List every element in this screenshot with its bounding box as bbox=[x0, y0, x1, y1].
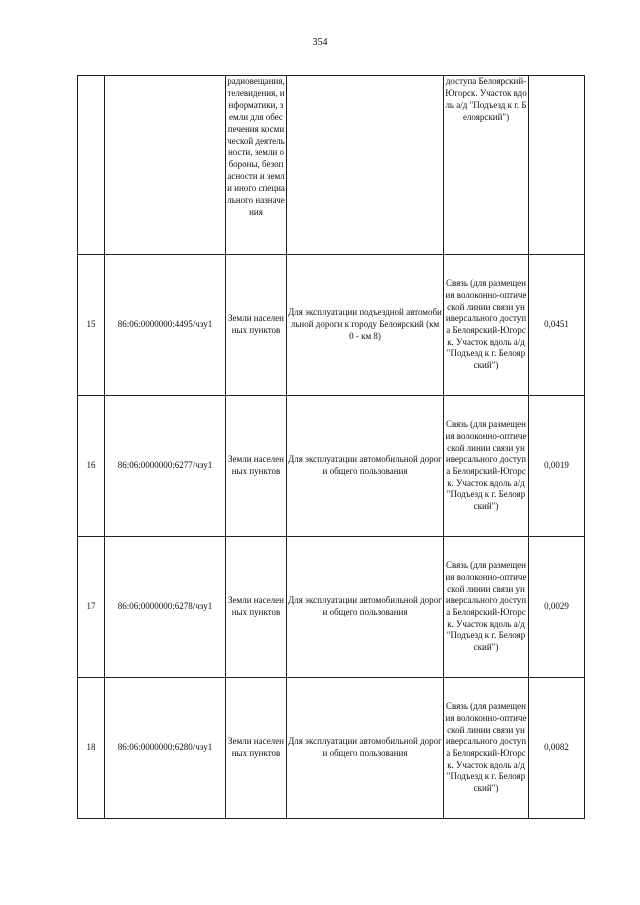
cell-cadastral-number: 86:06:0000000:4495/чзу1 bbox=[105, 255, 226, 396]
cell-area: 0,0029 bbox=[529, 537, 585, 678]
cell-area: 0,0451 bbox=[529, 255, 585, 396]
cell-row-number: 15 bbox=[78, 255, 105, 396]
table-row bbox=[78, 255, 585, 396]
cell-permitted-use: Для эксплуатации автомобильной дороги общего пользования bbox=[287, 396, 444, 537]
land-plots-table bbox=[77, 75, 585, 819]
cell-cont-area bbox=[529, 76, 585, 255]
cell-permitted-use: Для эксплуатации автомобильной дороги общего пользования bbox=[287, 678, 444, 819]
cell-cont-usage bbox=[287, 76, 444, 255]
cell-land-category: Земли населенных пунктов bbox=[226, 396, 287, 537]
cell-purpose: Связь (для размещения волоконно-оптической линии связи универсального доступа Белоярский-Югорск. Участок вдоль а/д "Подъезд к г. Белоярский") bbox=[444, 537, 529, 678]
table-row bbox=[78, 678, 585, 819]
cell-area: 0,0019 bbox=[529, 396, 585, 537]
cell-row-number: 18 bbox=[78, 678, 105, 819]
cell-purpose: Связь (для размещения волоконно-оптической линии связи универсального доступа Белоярский-Югорск. Участок вдоль а/д "Подъезд к г. Белоярский") bbox=[444, 678, 529, 819]
cell-cadastral-number: 86:06:0000000:6277/чзу1 bbox=[105, 396, 226, 537]
cell-purpose: Связь (для размещения волоконно-оптической линии связи универсального доступа Белоярский-Югорск. Участок вдоль а/д "Подъезд к г. Белоярский") bbox=[444, 255, 529, 396]
cell-cadastral-number: 86:06:0000000:6280/чзу1 bbox=[105, 678, 226, 819]
cell-permitted-use: Для эксплуатации подъездной автомобильной дороги к городу Белоярский (км 0 - км 8) bbox=[287, 255, 444, 396]
cell-cont-no bbox=[78, 76, 105, 255]
cell-row-number: 17 bbox=[78, 537, 105, 678]
cell-cont-purpose: доступа Белоярский-Югорск. Участок вдоль а/д "Подъезд к г. Белоярский") bbox=[444, 76, 529, 255]
table-row bbox=[78, 537, 585, 678]
cell-cont-cadastral bbox=[105, 76, 226, 255]
cell-row-number: 16 bbox=[78, 396, 105, 537]
cell-land-category: Земли населенных пунктов bbox=[226, 537, 287, 678]
table-row bbox=[78, 396, 585, 537]
cell-area: 0,0082 bbox=[529, 678, 585, 819]
cell-cont-land-category: радиовещания, телевидения, информатики, земли для обеспечения космической деятельности, земли обороны, безопасности и земли иного специального назначения bbox=[226, 76, 287, 255]
table-row-continuation bbox=[78, 76, 585, 255]
cell-land-category: Земли населенных пунктов bbox=[226, 255, 287, 396]
cell-land-category: Земли населенных пунктов bbox=[226, 678, 287, 819]
cell-cadastral-number: 86:06:0000000:6278/чзу1 bbox=[105, 537, 226, 678]
cell-purpose: Связь (для размещения волоконно-оптической линии связи универсального доступа Белоярский-Югорск. Участок вдоль а/д "Подъезд к г. Белоярский") bbox=[444, 396, 529, 537]
cell-permitted-use: Для эксплуатации автомобильной дороги общего пользования bbox=[287, 537, 444, 678]
page-number: 354 bbox=[312, 37, 328, 48]
